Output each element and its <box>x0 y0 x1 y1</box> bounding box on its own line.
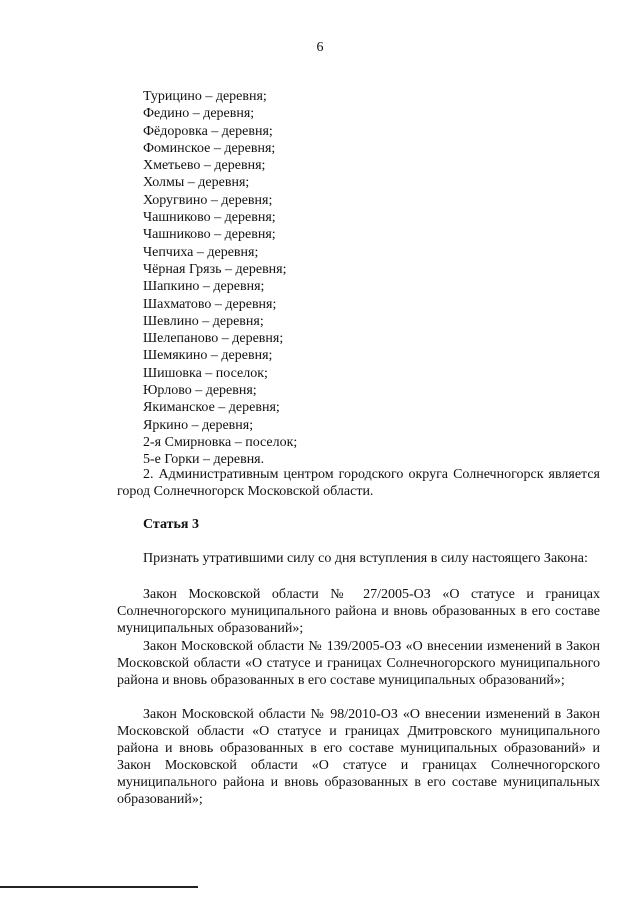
list-item: Фёдоровка – деревня; <box>143 123 273 139</box>
footnote-divider <box>0 886 198 888</box>
list-item: Хоругвино – деревня; <box>143 192 273 208</box>
law-paragraph <box>117 706 600 808</box>
law-paragraph <box>117 586 600 637</box>
list-item: Чепчиха – деревня; <box>143 244 259 260</box>
list-item: Турицино – деревня; <box>143 89 267 104</box>
list-item: Чашниково – деревня; <box>143 227 276 243</box>
list-item: Шемякино – деревня; <box>143 348 273 364</box>
list-item: Чёрная Грязь – деревня; <box>143 261 287 277</box>
list-item: Яркино – деревня; <box>143 417 254 433</box>
settlement-list <box>143 88 297 469</box>
list-item: Федино – деревня; <box>143 106 255 122</box>
list-item: Хметьево – деревня; <box>143 158 266 174</box>
clause-2-text: 2. Административным центром городского округа Солнечногорск является город Солнечногорск Московской области. <box>117 467 600 499</box>
list-item: Фоминское – деревня; <box>143 140 276 156</box>
page-number: 6 <box>316 40 324 55</box>
list-item: Холмы – деревня; <box>143 175 250 191</box>
law-text: Закон Московской области № 139/2005-ОЗ «О внесении изменений в Закон Московской области «О статусе и границах Солнечногорского муниципального района и вновь образованных в его составе муниципальных образований»; <box>117 639 600 688</box>
list-item: Якиманское – деревня; <box>143 400 280 416</box>
article-intro <box>117 550 600 567</box>
law-text: Закон Московской области № 27/2005-ОЗ «О статусе и границах Солнечногорского муниципального района и вновь образованных в его составе муниципальных образований»; <box>117 587 600 636</box>
list-item: 2-я Смирновка – поселок; <box>143 434 298 450</box>
list-item: Шелепаново – деревня; <box>143 331 284 347</box>
list-item: Шахматово – деревня; <box>143 296 277 312</box>
list-item: Шапкино – деревня; <box>143 279 265 295</box>
clause-2 <box>117 466 600 500</box>
list-item: Шевлино – деревня; <box>143 313 264 329</box>
list-item: Юрлово – деревня; <box>143 383 257 399</box>
list-item: 5-е Горки – деревня. <box>143 452 265 468</box>
list-item: Чашниково – деревня; <box>143 210 276 226</box>
article-heading: Статья 3 <box>143 517 199 532</box>
law-text: Закон Московской области № 98/2010-ОЗ «О внесении изменений в Закон Московской области «О статусе и границах Дмитровского муниципального района и вновь образованных в его составе муниципальных образований» и Закон Московской области «О статусе и границах Солнечногорского муниципального района и вновь образованных в его составе муниципальных образований»; <box>117 707 600 807</box>
article-intro-text: Признать утратившими силу со дня вступления в силу настоящего Закона: <box>143 551 588 566</box>
law-paragraph <box>117 638 600 689</box>
list-item: Шишовка – поселок; <box>143 365 268 381</box>
